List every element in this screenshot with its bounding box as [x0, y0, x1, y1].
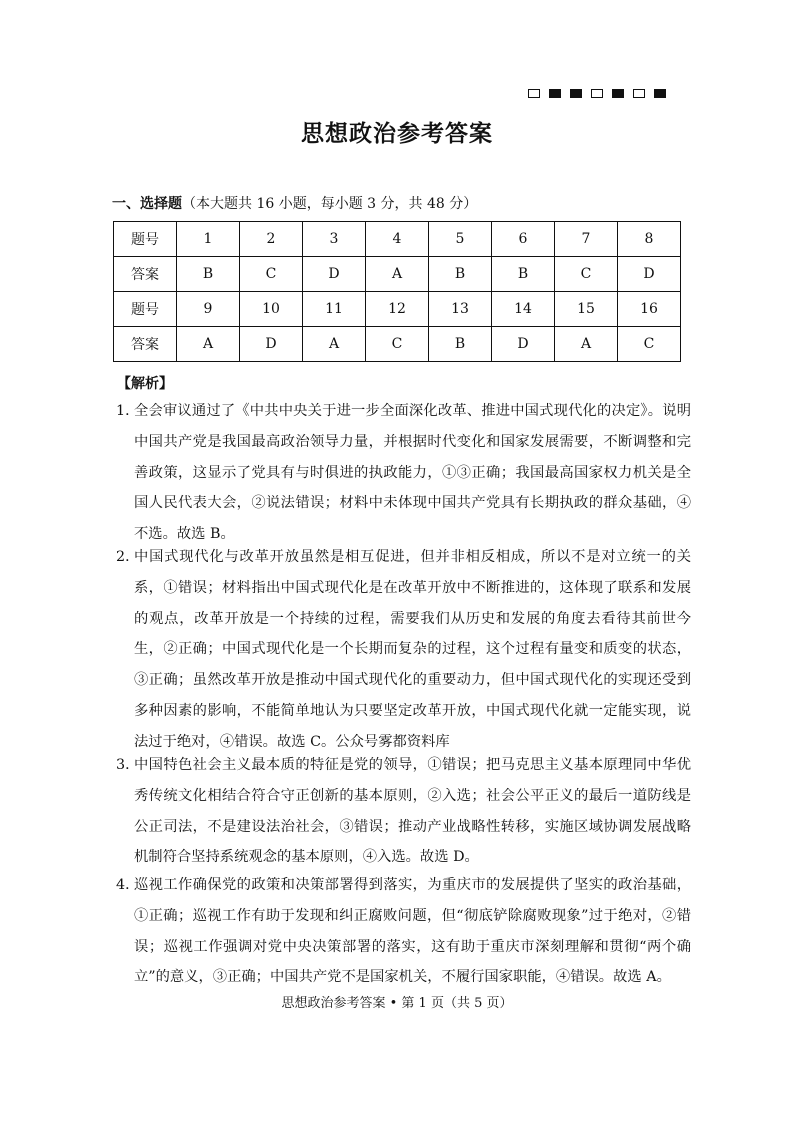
- table-cell: 9: [177, 292, 240, 327]
- table-row: [114, 292, 681, 327]
- corner-mark-1: [549, 89, 561, 98]
- table-cell: B: [429, 257, 492, 292]
- table-cell: D: [303, 257, 366, 292]
- table-cell: D: [240, 327, 303, 362]
- table-row: [114, 327, 681, 362]
- answer-table: [113, 221, 681, 362]
- table-cell: C: [240, 257, 303, 292]
- table-cell: B: [177, 257, 240, 292]
- table-row: [114, 222, 681, 257]
- corner-mark-6: [654, 89, 666, 98]
- table-cell: 7: [555, 222, 618, 257]
- table-cell: 2: [240, 222, 303, 257]
- paragraph-number: 1．: [116, 403, 140, 419]
- explanation-paragraph-1: [116, 396, 691, 550]
- table-cell: 16: [618, 292, 681, 327]
- table-row: [114, 257, 681, 292]
- table-cell: D: [492, 327, 555, 362]
- table-cell: A: [177, 327, 240, 362]
- table-cell: 4: [366, 222, 429, 257]
- paragraph-text: 巡视工作确保党的政策和决策部署得到落实，为重庆市的发展提供了坚实的政治基础，①正确；巡视工作有助于发现和纠正腐败问题，但“彻底铲除腐败现象”过于绝对，②错误；巡视工作强调对党中央决策部署的落实，这有助于重庆市深刻理解和贯彻“两个确立”的意义，③正确；中国共产党不是国家机关，不履行国家职能，④错误。故选 A。: [134, 877, 691, 986]
- table-cell: C: [555, 257, 618, 292]
- explanation-paragraph-2: [116, 542, 691, 758]
- corner-marks: [528, 89, 666, 98]
- paragraph-text: 中国式现代化与改革开放虽然是相互促进，但并非相反相成，所以不是对立统一的关系，①错误；材料指出中国式现代化是在改革开放中不断推进的，这体现了联系和发展的观点，改革开放是一个持续的过程，需要我们从历史和发展的角度去看待其前世今生，②正确；中国式现代化是一个长期而复杂的过程，这个过程有量变和质变的状态，③正确；虽然改革开放是推动中国式现代化的重要动力，但中国式现代化的实现还受到多种因素的影响，不能简单地认为只要坚定改革开放，中国式现代化就一定能实现，说法过于绝对，④错误。故选 C。公众号雾都资料库: [134, 549, 691, 750]
- page-title: 思想政治参考答案: [301, 120, 493, 147]
- table-cell: 题号: [114, 292, 177, 327]
- section-heading-detail: （本大题共 16 小题，每小题 3 分，共 48 分）: [182, 196, 478, 212]
- corner-mark-0: [528, 89, 540, 98]
- table-cell: C: [366, 327, 429, 362]
- table-cell: 5: [429, 222, 492, 257]
- table-cell: 答案: [114, 257, 177, 292]
- table-cell: 15: [555, 292, 618, 327]
- table-cell: B: [429, 327, 492, 362]
- section-heading-bold: 一、选择题: [112, 196, 182, 212]
- table-cell: 10: [240, 292, 303, 327]
- section-heading: [112, 193, 477, 213]
- table-cell: D: [618, 257, 681, 292]
- table-cell: A: [366, 257, 429, 292]
- table-cell: 1: [177, 222, 240, 257]
- table-cell: 13: [429, 292, 492, 327]
- table-cell: 6: [492, 222, 555, 257]
- paragraph-number: 3．: [116, 757, 140, 773]
- table-cell: A: [303, 327, 366, 362]
- page-footer: 思想政治参考答案 • 第 1 页（共 5 页）: [281, 996, 513, 1011]
- paragraph-number: 2．: [116, 549, 140, 565]
- paragraph-text: 全会审议通过了《中共中央关于进一步全面深化改革、推进中国式现代化的决定》。说明中国共产党是我国最高政治领导力量，并根据时代变化和国家发展需要，不断调整和完善政策，这显示了党具有与时俱进的执政能力，①③正确；我国最高国家权力机关是全国人民代表大会，②说法错误；材料中未体现中国共产党具有长期执政的群众基础，④不选。故选 B。: [134, 403, 691, 543]
- corner-mark-3: [591, 89, 603, 98]
- table-cell: B: [492, 257, 555, 292]
- table-cell: 8: [618, 222, 681, 257]
- explanation-paragraph-3: [116, 750, 691, 873]
- corner-mark-4: [612, 89, 624, 98]
- corner-mark-2: [570, 89, 582, 98]
- paragraph-text: 中国特色社会主义最本质的特征是党的领导，①错误；把马克思主义基本原理同中华优秀传统文化相结合符合守正创新的基本原则，②入选；社会公平正义的最后一道防线是公正司法，不是建设法治社会，③错误；推动产业战略性转移，实施区域协调发展战略机制符合坚持系统观念的基本原则，④入选。故选 D。: [134, 757, 691, 866]
- table-cell: 题号: [114, 222, 177, 257]
- table-cell: 11: [303, 292, 366, 327]
- table-cell: 14: [492, 292, 555, 327]
- corner-mark-5: [633, 89, 645, 98]
- table-cell: 12: [366, 292, 429, 327]
- explanation-paragraph-4: [116, 870, 691, 993]
- table-cell: 3: [303, 222, 366, 257]
- table-cell: C: [618, 327, 681, 362]
- table-cell: 答案: [114, 327, 177, 362]
- paragraph-number: 4．: [116, 877, 140, 893]
- analysis-label: 【解析】: [117, 376, 173, 392]
- table-cell: A: [555, 327, 618, 362]
